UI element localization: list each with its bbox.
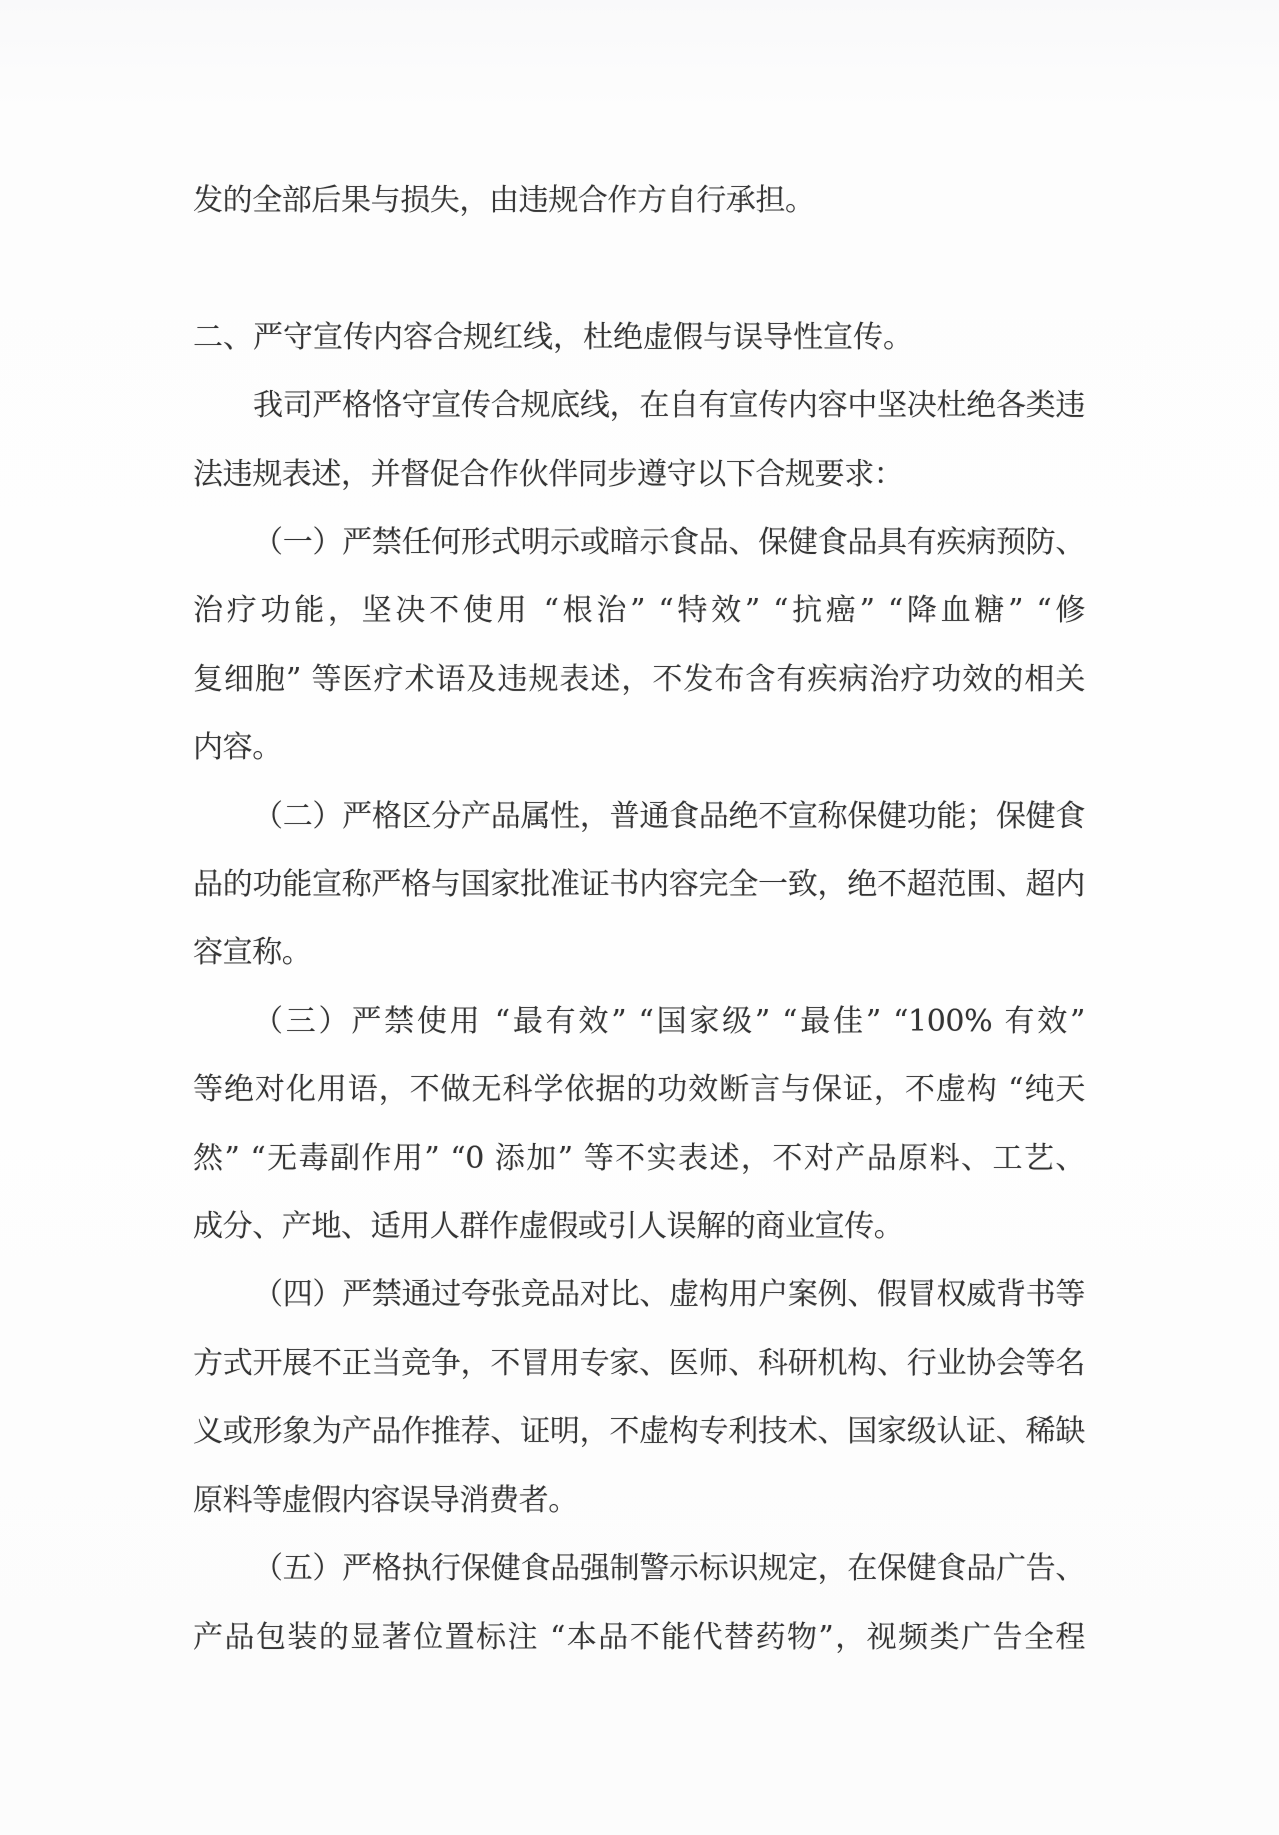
section-heading: 二、严守宣传内容合规红线，杜绝虚假与误导性宣传。 (193, 319, 913, 355)
text-line: 成分、产地、适用人群作虚假或引人误解的商业宣传。 (193, 1209, 904, 1245)
text-line: （四）严禁通过夸张竞品对比、虚构用户案例、假冒权威背书等 (253, 1277, 1085, 1313)
text-line: 治疗功能，坚决不使用 “根治” “特效” “抗癌” “降血糖” “修 (193, 593, 1085, 629)
text-line: 法违规表述，并督促合作伙伴同步遵守以下合规要求： (193, 456, 904, 492)
text-line: 然” “无毒副作用” “0 添加” 等不实表述，不对产品原料、工艺、 (193, 1140, 1085, 1176)
text-line: 方式开展不正当竞争，不冒用专家、医师、科研机构、行业协会等名 (193, 1345, 1085, 1381)
text-line: 品的功能宣称严格与国家批准证书内容完全一致，绝不超范围、超内 (193, 867, 1085, 903)
text-line: 我司严格恪守宣传合规底线，在自有宣传内容中坚决杜绝各类违 (253, 388, 1085, 424)
text-line: 容宣称。 (193, 935, 312, 971)
text-line: （一）严禁任何形式明示或暗示食品、保健食品具有疾病预防、 (253, 525, 1085, 561)
text-line: （五）严格执行保健食品强制警示标识规定，在保健食品广告、 (253, 1551, 1085, 1587)
text-line: 复细胞” 等医疗术语及违规表述，不发布含有疾病治疗功效的相关 (193, 661, 1085, 697)
text-line: 发的全部后果与损失，由违规合作方自行承担。 (193, 183, 815, 218)
text-line: （三）严禁使用 “最有效” “国家级” “最佳” “100% 有效” (253, 1003, 1085, 1039)
text-line: 义或形象为产品作推荐、证明，不虚构专利技术、国家级认证、稀缺 (193, 1414, 1085, 1450)
text-line: 原料等虚假内容误导消费者。 (193, 1482, 578, 1518)
blank-line (193, 235, 1085, 303)
text-line: 产品包装的显著位置标注 “本品不能代替药物”，视频类广告全程 (193, 1619, 1085, 1655)
text-line: 内容。 (193, 730, 282, 766)
document-text-block (193, 167, 1085, 1672)
text-line: 等绝对化用语，不做无科学依据的功效断言与保证，不虚构 “纯天 (193, 1072, 1085, 1108)
text-line: （二）严格区分产品属性，普通食品绝不宣称保健功能；保健食 (253, 798, 1085, 834)
